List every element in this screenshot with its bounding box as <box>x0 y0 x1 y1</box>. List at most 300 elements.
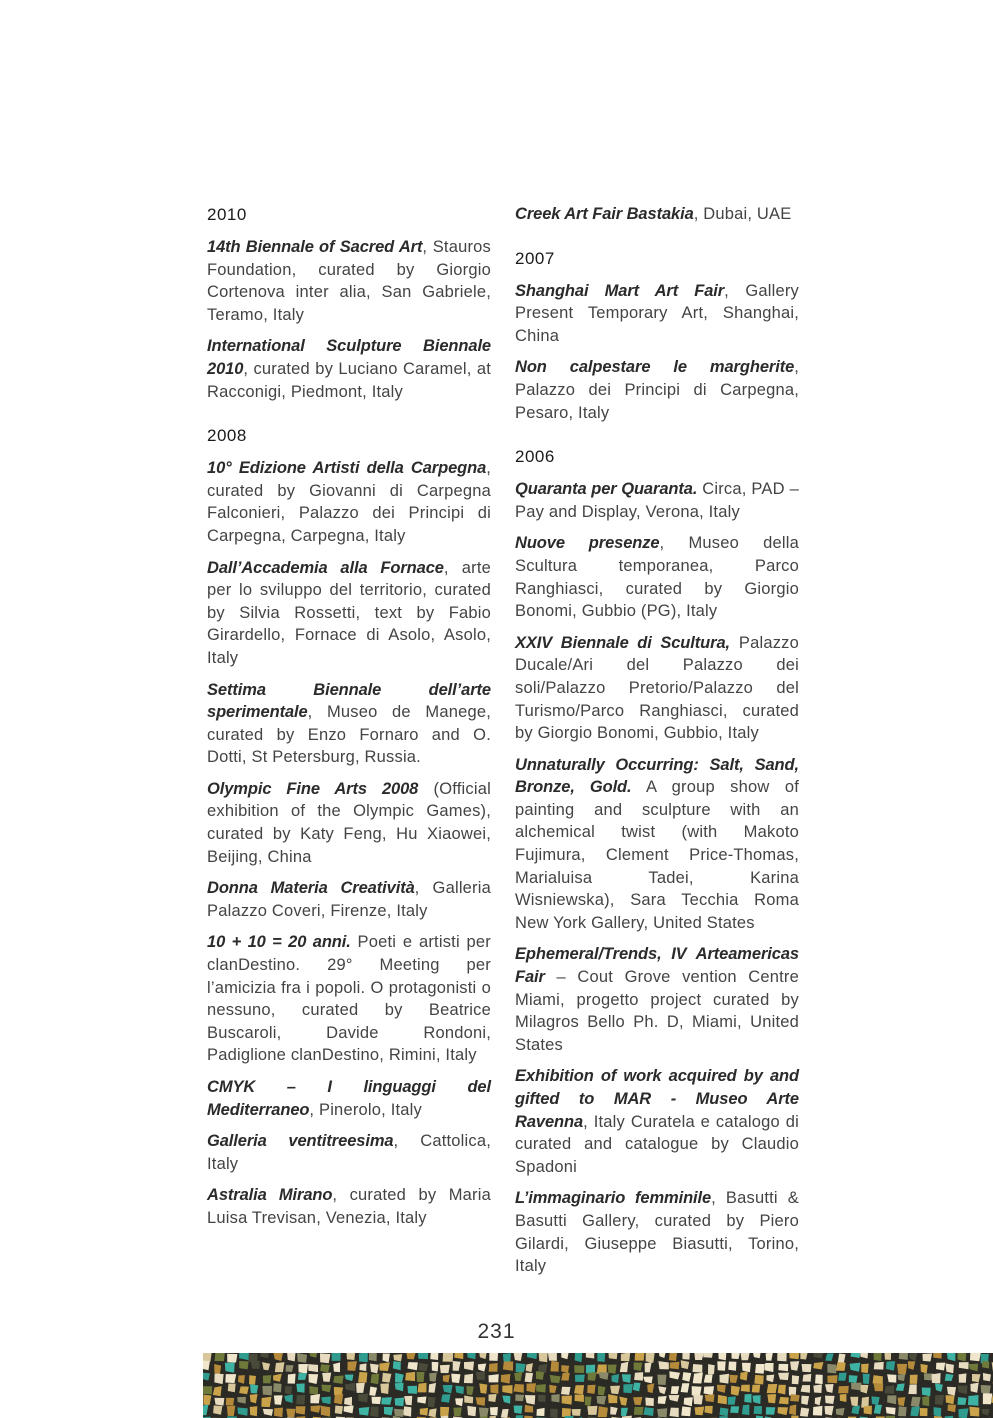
exhibition-title: Creek Art Fair Bastakia <box>515 205 694 223</box>
mosaic-tile <box>420 1408 428 1416</box>
mosaic-tile <box>320 1353 330 1363</box>
mosaic-tile <box>239 1361 248 1369</box>
mosaic-tile <box>263 1409 273 1416</box>
mosaic-tile <box>440 1365 450 1373</box>
mosaic-tile <box>969 1364 979 1372</box>
mosaic-tile <box>623 1384 633 1393</box>
mosaic-tile <box>850 1363 861 1372</box>
mosaic-tile <box>861 1397 869 1408</box>
exhibition-details: , Museo della Scultura temporanea, Parco Ranghiasci, curated by Giorgio Bonomi, Gubbio (PG), Italy <box>515 534 799 621</box>
mosaic-tile <box>958 1353 967 1361</box>
mosaic-tile <box>861 1364 869 1373</box>
mosaic-tile <box>501 1374 510 1384</box>
exhibition-entry <box>207 778 491 868</box>
mosaic-tile <box>226 1398 234 1406</box>
exhibition-title: Nuove presenze <box>515 534 660 553</box>
mosaic-tile <box>309 1353 318 1358</box>
mosaic-tile <box>670 1408 679 1417</box>
mosaic-tile <box>394 1409 405 1417</box>
mosaic-tile <box>503 1362 513 1371</box>
mosaic-tile <box>296 1406 306 1414</box>
mosaic-tile <box>744 1394 751 1403</box>
mosaic-tile <box>455 1386 464 1395</box>
mosaic-tile <box>525 1395 535 1405</box>
mosaic-tile <box>551 1394 559 1402</box>
mosaic-tile <box>694 1353 704 1360</box>
exhibition-entry <box>207 457 491 547</box>
mosaic-tile <box>740 1353 749 1360</box>
mosaic-tile <box>443 1385 453 1394</box>
mosaic-tile <box>575 1394 584 1402</box>
mosaic-tile <box>416 1372 424 1382</box>
mosaic-tile <box>549 1385 557 1393</box>
mosaic-tile <box>451 1374 460 1384</box>
mosaic-tile <box>203 1386 212 1394</box>
exhibition-details: , Galleria Palazzo Coveri, Firenze, Italy <box>207 879 491 920</box>
mosaic-tile <box>910 1406 920 1416</box>
mosaic-tile <box>539 1353 548 1362</box>
exhibition-entry <box>207 1130 491 1175</box>
mosaic-tile <box>717 1385 726 1393</box>
year-heading: 2010 <box>207 205 247 224</box>
mosaic-tile <box>704 1374 713 1383</box>
exhibition-details: , curated by Maria Luisa Trevisan, Venezia, Italy <box>207 1186 491 1227</box>
mosaic-tile <box>789 1353 800 1359</box>
mosaic-tile <box>333 1375 343 1383</box>
mosaic-tile <box>708 1364 715 1374</box>
mosaic-tile <box>922 1396 929 1406</box>
mosaic-tile <box>970 1383 978 1393</box>
mosaic-tile <box>441 1394 450 1403</box>
mosaic-tile <box>959 1362 969 1369</box>
mosaic-tile <box>860 1353 868 1359</box>
mosaic-tile <box>658 1396 667 1404</box>
mosaic-tile <box>273 1353 283 1361</box>
mosaic-tile <box>214 1373 223 1384</box>
mosaic-tile <box>356 1383 365 1393</box>
mosaic-tile <box>645 1398 654 1407</box>
mosaic-tile <box>813 1362 823 1369</box>
left-column <box>207 203 491 1239</box>
exhibition-title: 10° Edizione Artisti della Carpegna <box>207 459 487 478</box>
mosaic-tile <box>885 1385 895 1394</box>
mosaic-tile <box>635 1353 645 1361</box>
mosaic-tile <box>262 1362 270 1370</box>
mosaic-tile <box>476 1397 486 1405</box>
mosaic-tile <box>669 1353 677 1361</box>
mosaic-tile <box>514 1371 522 1380</box>
exhibition-details: , arte per lo sviluppo del territorio, curated by Silvia Rossetti, text by Fabio Girardello, Fornace di Asolo, Asolo, Italy <box>207 558 491 667</box>
exhibition-entry <box>207 335 491 403</box>
mosaic-tile <box>467 1406 476 1416</box>
mosaic-tile <box>479 1353 487 1359</box>
page-number: 231 <box>477 1320 516 1343</box>
mosaic-tile <box>574 1385 584 1395</box>
mosaic-tile <box>479 1407 489 1417</box>
mosaic-tile <box>213 1386 222 1396</box>
exhibition-details: , Basutti & Basutti Gallery, curated by Piero Gilardi, Giuseppe Biasutti, Torino, Italy <box>515 1189 799 1276</box>
mosaic-tile <box>284 1395 293 1403</box>
mosaic-tile <box>561 1373 570 1381</box>
mosaic-tile <box>298 1373 307 1380</box>
mosaic-tile <box>705 1394 715 1402</box>
exhibition-entry <box>207 557 491 670</box>
mosaic-tile <box>536 1408 544 1416</box>
mosaic-tile <box>695 1407 705 1416</box>
mosaic-tile <box>598 1386 606 1396</box>
mosaic-tile <box>478 1364 486 1372</box>
mosaic-tile <box>490 1407 498 1416</box>
mosaic-tile <box>752 1385 761 1393</box>
exhibition-entry <box>515 632 799 745</box>
mosaic-tile <box>298 1364 308 1374</box>
mosaic-tile <box>731 1386 740 1396</box>
exhibition-details: , Palazzo dei Principi di Carpegna, Pesaro, Italy <box>515 358 799 422</box>
mosaic-tile <box>572 1409 581 1416</box>
mosaic-tile <box>214 1364 221 1375</box>
exhibition-entry <box>515 943 799 1056</box>
mosaic-tile <box>886 1407 896 1415</box>
mosaic-tile <box>395 1397 405 1406</box>
mosaic-tile <box>383 1353 390 1362</box>
mosaic-tile <box>682 1372 691 1382</box>
right-column <box>515 203 799 1287</box>
mosaic-tile <box>476 1372 485 1380</box>
mosaic-tile <box>619 1397 627 1406</box>
mosaic-tile <box>320 1364 330 1372</box>
mosaic-tile <box>838 1353 846 1363</box>
mosaic-tile <box>286 1365 294 1372</box>
mosaic-tile <box>358 1372 367 1383</box>
mosaic-tile <box>227 1354 237 1363</box>
mosaic-tile <box>908 1384 916 1394</box>
mosaic-tile <box>395 1373 404 1383</box>
mosaic-tile <box>464 1362 474 1371</box>
mosaic-tile <box>704 1386 715 1395</box>
mosaic-tile <box>321 1406 330 1417</box>
mosaic-tile <box>851 1383 861 1391</box>
mosaic-tile <box>227 1406 235 1416</box>
mosaic-tile <box>934 1407 942 1417</box>
mosaic-tile <box>610 1407 617 1415</box>
mosaic-tile <box>972 1374 980 1382</box>
mosaic-tile <box>898 1406 907 1416</box>
mosaic-tile <box>405 1372 415 1381</box>
mosaic-tile <box>742 1405 749 1415</box>
mosaic-tile <box>466 1386 473 1395</box>
mosaic-tile <box>670 1362 680 1370</box>
exhibition-title: XXIV Biennale di Scultura, <box>515 633 731 652</box>
mosaic-tile <box>513 1384 524 1393</box>
mosaic-tile <box>646 1353 655 1363</box>
exhibition-entry <box>515 532 799 622</box>
mosaic-tile <box>428 1383 436 1393</box>
mosaic-tile <box>273 1383 281 1392</box>
exhibition-entry <box>515 478 799 523</box>
mosaic-tile <box>766 1375 774 1383</box>
mosaic-tile <box>345 1374 354 1381</box>
mosaic-tile <box>597 1396 607 1405</box>
mosaic-tile <box>922 1388 931 1397</box>
mosaic-tile <box>237 1397 246 1404</box>
mosaic-tile <box>633 1397 642 1405</box>
mosaic-tile <box>550 1375 561 1383</box>
mosaic-tile <box>789 1405 796 1416</box>
exhibition-entry <box>515 356 799 424</box>
mosaic-tile <box>550 1409 558 1418</box>
mosaic-tile <box>898 1397 906 1406</box>
mosaic-tile <box>502 1385 512 1394</box>
mosaic-tile <box>813 1353 823 1358</box>
mosaic-tile <box>800 1353 807 1360</box>
mosaic-tile <box>322 1373 331 1382</box>
mosaic-tile <box>681 1383 690 1392</box>
mosaic-tile <box>403 1406 411 1416</box>
mosaic-tile <box>203 1395 211 1405</box>
exhibition-title: Quaranta per Quaranta. <box>515 480 698 499</box>
mosaic-tile <box>250 1384 258 1393</box>
mosaic-tile <box>550 1361 558 1372</box>
mosaic-tile <box>792 1375 799 1384</box>
mosaic-tile <box>741 1385 750 1392</box>
mosaic-tile <box>754 1406 762 1414</box>
mosaic-tile <box>669 1371 680 1379</box>
mosaic-tile <box>825 1384 834 1393</box>
mosaic-tile <box>370 1364 379 1374</box>
mosaic-tile <box>767 1384 778 1393</box>
mosaic-tile <box>684 1397 693 1406</box>
mosaic-tile <box>945 1363 953 1373</box>
mosaic-tile <box>658 1361 668 1369</box>
exhibition-entry <box>515 1065 799 1178</box>
mosaic-tile <box>369 1386 377 1395</box>
mosaic-tile <box>608 1365 617 1374</box>
mosaic-tile <box>899 1353 908 1360</box>
mosaic-tile <box>203 1353 212 1362</box>
mosaic-tile <box>898 1374 906 1381</box>
mosaic-tile <box>488 1374 498 1382</box>
mosaic-tile <box>440 1407 449 1417</box>
mosaic-tile <box>764 1363 773 1372</box>
mosaic-tile <box>273 1374 282 1382</box>
mosaic-tile <box>608 1394 617 1403</box>
exhibition-details: , Dubai, UAE <box>693 205 792 223</box>
mosaic-tile <box>920 1364 927 1374</box>
mosaic-tile <box>704 1406 712 1414</box>
mosaic-tile <box>502 1396 510 1404</box>
mosaic-tile <box>658 1386 666 1394</box>
exhibition-entry <box>515 754 799 935</box>
mosaic-tile <box>479 1383 487 1393</box>
mosaic-tile <box>489 1394 497 1402</box>
mosaic-tile <box>840 1394 847 1402</box>
mosaic-tile <box>824 1406 833 1415</box>
mosaic-tile <box>970 1353 981 1361</box>
mosaic-tile <box>863 1374 870 1384</box>
mosaic-tile <box>887 1395 896 1404</box>
mosaic-tile <box>790 1394 800 1402</box>
mosaic-tile <box>886 1361 895 1370</box>
mosaic-tile <box>873 1353 881 1361</box>
exhibition-details: , Pinerolo, Italy <box>309 1100 422 1119</box>
mosaic-tile <box>225 1362 235 1372</box>
mosaic-tile <box>932 1373 941 1383</box>
exhibition-title: Donna Materia Creatività <box>207 879 415 898</box>
exhibition-entry <box>515 203 799 226</box>
mosaic-tile <box>693 1394 703 1404</box>
mosaic-tile <box>287 1353 295 1361</box>
mosaic-tile <box>645 1362 652 1372</box>
exhibition-title: Olympic Fine Arts 2008 <box>207 779 419 798</box>
mosaic-tile <box>274 1395 283 1405</box>
exhibition-title: Shanghai Mart Art Fair <box>515 281 725 300</box>
mosaic-tile <box>384 1407 393 1416</box>
mosaic-tile <box>958 1386 968 1395</box>
mosaic-tile <box>490 1384 498 1393</box>
mosaic-tile <box>309 1386 318 1395</box>
mosaic-tile <box>908 1361 915 1370</box>
mosaic-tile <box>608 1353 617 1359</box>
exhibition-details: , Italy Curatela e catalogo di curated and catalogue by Claudio Spadoni <box>515 1112 799 1176</box>
mosaic-tile <box>910 1375 918 1384</box>
mosaic-tile <box>443 1375 450 1383</box>
mosaic-tile <box>911 1397 921 1407</box>
mosaic-tile <box>561 1387 571 1395</box>
mosaic-tile <box>275 1362 285 1372</box>
mosaic-tile <box>238 1375 245 1384</box>
mosaic-tile <box>263 1375 271 1383</box>
mosaic-tile <box>310 1394 320 1403</box>
mosaic-tile <box>538 1395 546 1402</box>
mosaic-tile <box>239 1386 249 1394</box>
exhibition-title: Astralia Mirano <box>207 1186 333 1205</box>
mosaic-tile <box>717 1361 725 1370</box>
mosaic-tile <box>982 1361 989 1369</box>
mosaic-tile <box>371 1397 381 1404</box>
mosaic-tile <box>621 1353 630 1361</box>
exhibition-title: Settima Biennale dell’arte sperimentale <box>207 680 491 722</box>
mosaic-tile <box>526 1363 533 1372</box>
mosaic-tile <box>239 1353 249 1360</box>
mosaic-tile <box>489 1363 498 1372</box>
mosaic-tile <box>382 1373 391 1383</box>
mosaic-tile <box>250 1394 258 1403</box>
mosaic-tile <box>586 1353 594 1358</box>
mosaic-tile <box>778 1373 789 1381</box>
mosaic-tile <box>703 1353 713 1358</box>
mosaic-tile <box>728 1361 736 1370</box>
mosaic-tile <box>321 1385 331 1393</box>
mosaic-tile <box>597 1353 605 1362</box>
mosaic-tile <box>418 1363 428 1371</box>
mosaic-tile <box>404 1396 412 1406</box>
mosaic-tile <box>753 1353 761 1358</box>
mosaic-tile <box>815 1374 823 1384</box>
mosaic-tile <box>345 1383 355 1391</box>
mosaic-tile <box>659 1353 667 1358</box>
mosaic-tile <box>587 1406 597 1415</box>
mosaic-tile <box>681 1360 689 1369</box>
mosaic-tile <box>836 1408 845 1416</box>
mosaic-tile <box>643 1407 653 1416</box>
mosaic-tile <box>214 1353 224 1361</box>
mosaic-tile <box>754 1375 763 1385</box>
mosaic-tile <box>731 1353 740 1359</box>
mosaic-tile <box>873 1383 883 1391</box>
exhibition-title: International Sculpture Biennale 2010 <box>207 337 491 378</box>
mosaic-tile <box>288 1374 296 1384</box>
mosaic-tile <box>692 1364 702 1373</box>
mosaic-tile <box>861 1385 869 1394</box>
exhibition-details: – Cout Grove vention Centre Miami, progetto project curated by Milagros Bello Ph. D, Miami, United States <box>515 968 799 1054</box>
mosaic-tile <box>682 1353 690 1360</box>
mosaic-tile <box>730 1406 739 1413</box>
mosaic-tile <box>261 1397 271 1407</box>
mosaic-tile <box>249 1375 256 1384</box>
mosaic-tile <box>981 1385 991 1394</box>
mosaic-tile <box>767 1394 776 1403</box>
mosaic-tile <box>346 1353 355 1360</box>
mosaic-tile <box>418 1353 428 1359</box>
mosaic-tile <box>720 1374 730 1384</box>
mosaic-tile <box>503 1353 511 1363</box>
mosaic-tile <box>742 1363 751 1373</box>
mosaic-tile <box>381 1397 392 1405</box>
mosaic-tile <box>536 1384 546 1392</box>
mosaic-tile <box>838 1386 849 1393</box>
mosaic-tile <box>587 1385 595 1394</box>
mosaic-tile <box>922 1353 932 1361</box>
mosaic-tile <box>945 1374 954 1381</box>
exhibition-details: Poeti e artisti per clanDestino. 29° Meeting per l’amicizia fra i popoli. O protagonisti o nessuno, curated by Beatrice Buscaroli, Davide Rondoni, Padiglione clanDestino, Rimini, Italy <box>207 933 491 1065</box>
mosaic-tile <box>228 1384 236 1393</box>
exhibition-details: , curated by Luciano Caramel, at Racconigi, Piedmont, Italy <box>207 359 491 401</box>
mosaic-tile <box>935 1383 943 1392</box>
mosaic-tile <box>369 1353 377 1361</box>
mosaic-tile <box>513 1353 522 1361</box>
mosaic-tile <box>946 1395 955 1404</box>
mosaic-tile <box>887 1374 896 1382</box>
mosaic-tile <box>825 1396 835 1404</box>
exhibition-details: (Official exhibition of the Olympic Games), curated by Katy Feng, Hu Xiaowei, Beijing, China <box>207 779 491 866</box>
exhibition-title: 14th Biennale of Sacred Art <box>207 238 423 256</box>
mosaic-tile <box>393 1354 402 1361</box>
mosaic-tile <box>417 1396 426 1403</box>
mosaic-tile <box>657 1408 667 1417</box>
mosaic-tile <box>740 1372 748 1381</box>
exhibition-details: , Museo de Manege, curated by Enzo Fornaro and O. Dotti, St Petersburg, Russia. <box>207 703 491 767</box>
mosaic-tile <box>909 1353 918 1361</box>
mosaic-tile <box>813 1406 823 1416</box>
mosaic-tile <box>574 1365 584 1373</box>
mosaic-tile <box>620 1362 628 1372</box>
mosaic-tile <box>406 1353 416 1359</box>
mosaic-tile <box>920 1408 928 1416</box>
mosaic-tile <box>693 1373 703 1384</box>
exhibition-entry <box>515 280 799 348</box>
mosaic-decoration <box>203 1353 993 1418</box>
year-heading: 2007 <box>515 248 555 268</box>
exhibition-details: , curated by Giovanni di Carpegna Falconieri, Palazzo dei Principi di Carpegna, Carpegna, Italy <box>207 459 491 545</box>
mosaic-tile <box>671 1386 680 1394</box>
exhibition-entry <box>207 1184 491 1229</box>
mosaic-tile <box>718 1395 727 1405</box>
mosaic-tile <box>489 1353 498 1361</box>
mosaic-tile <box>778 1407 788 1415</box>
mosaic-tile <box>407 1362 417 1370</box>
mosaic-tile <box>250 1406 258 1416</box>
mosaic-tile <box>802 1364 812 1372</box>
